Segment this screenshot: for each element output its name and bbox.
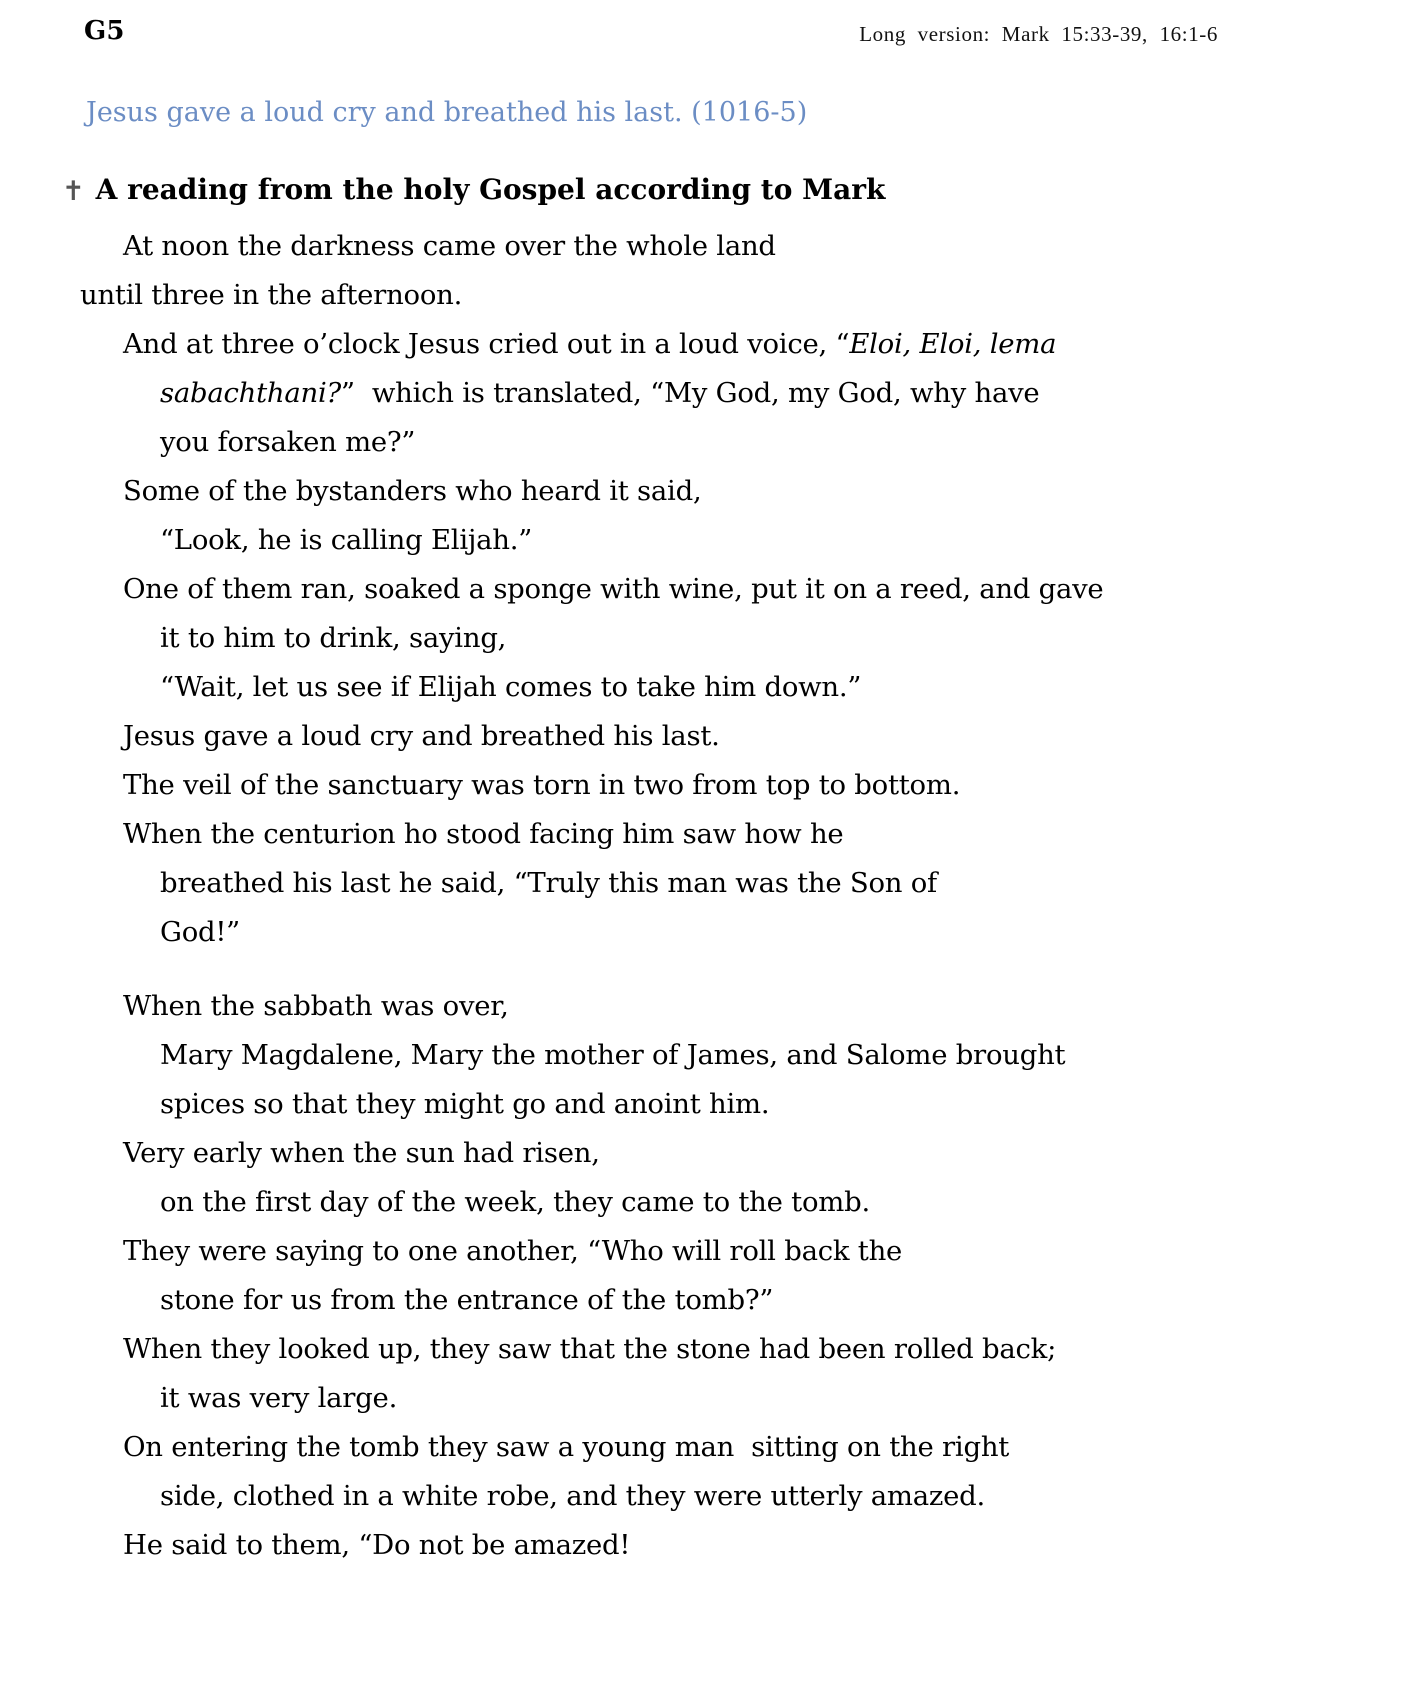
gospel-announcement-text: A reading from the holy Gospel according to Mark [95, 173, 886, 206]
reading-line: On entering the tomb they saw a young man sitting on the right [123, 1431, 1010, 1463]
reading-line: stone for us from the entrance of the tomb?” [160, 1284, 774, 1316]
page-code-label: G5 [84, 16, 125, 46]
reading-line: until three in the afternoon. [80, 279, 463, 311]
reading-line: spices so that they might go and anoint him. [160, 1088, 770, 1120]
gospel-reading-body [0, 222, 1414, 1570]
reading-line: At noon the darkness came over the whole land [123, 230, 776, 262]
reading-line: When the centurion ho stood facing him saw how he [123, 818, 844, 850]
reading-line: And at three o’clock Jesus cried out in a loud voice, “Eloi, Eloi, lema [123, 328, 1057, 360]
reading-line: Jesus gave a loud cry and breathed his last. [123, 720, 720, 752]
reading-line: on the first day of the week, they came to the tomb. [160, 1186, 870, 1218]
reading-line: it was very large. [160, 1382, 398, 1414]
reading-line: Mary Magdalene, Mary the mother of James, and Salome brought [160, 1039, 1066, 1071]
antiphon-title: Jesus gave a loud cry and breathed his last. (1016-5) [86, 97, 808, 128]
reading-line: “Wait, let us see if Elijah comes to take him down.” [160, 671, 862, 703]
reading-line: Very early when the sun had risen, [123, 1137, 600, 1169]
reading-line: God!” [160, 916, 240, 948]
reading-line: The veil of the sanctuary was torn in two from top to bottom. [123, 769, 961, 801]
reading-line: “Look, he is calling Elijah.” [160, 524, 533, 556]
scripture-version-reference: Long version: Mark 15:33-39, 16:1-6 [859, 22, 1218, 46]
reading-line: breathed his last he said, “Truly this man was the Son of [160, 867, 937, 899]
reading-line: When the sabbath was over, [123, 990, 509, 1022]
reading-line: They were saying to one another, “Who will roll back the [123, 1235, 903, 1267]
reading-line: Some of the bystanders who heard it said, [123, 475, 702, 507]
latin-cross-icon: ✝ [62, 176, 85, 207]
reading-line: One of them ran, soaked a sponge with wine, put it on a reed, and gave [123, 573, 1104, 605]
reading-line: side, clothed in a white robe, and they were utterly amazed. [160, 1480, 985, 1512]
reading-line: When they looked up, they saw that the stone had been rolled back; [123, 1333, 1057, 1365]
gospel-announcement [62, 172, 885, 207]
reading-line: you forsaken me?” [160, 426, 416, 458]
reading-line: sabachthani?” which is translated, “My God, my God, why have [160, 377, 1040, 409]
page-header [0, 18, 1414, 62]
reading-line: He said to them, “Do not be amazed! [123, 1529, 631, 1561]
reading-line: it to him to drink, saying, [160, 622, 507, 654]
